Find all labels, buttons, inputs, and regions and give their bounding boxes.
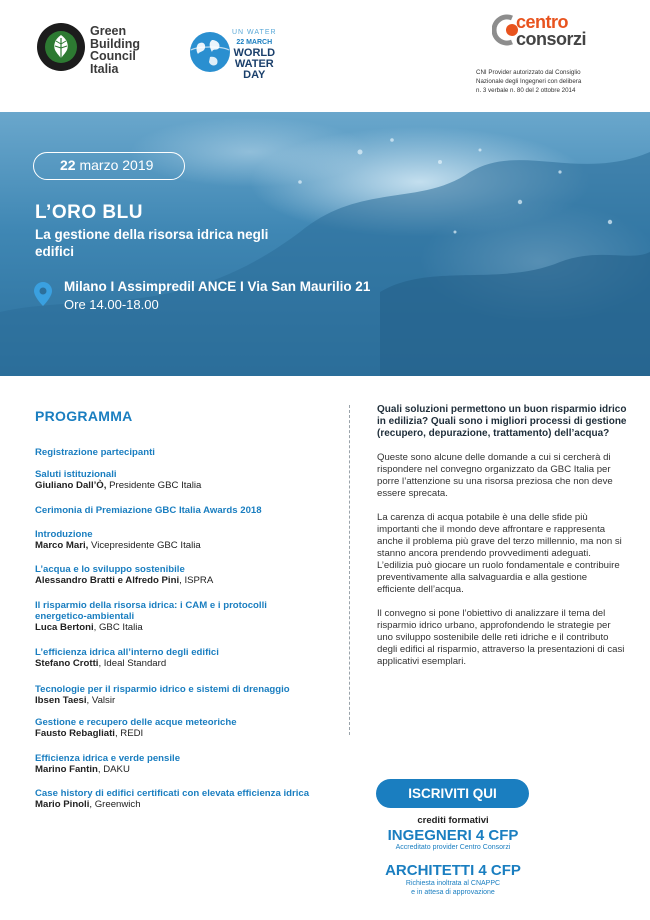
wwd-line1: WORLD (233, 47, 276, 59)
event-subtitle: La gestione della risorsa idrica negli edifici (35, 227, 269, 259)
wwd-date: 22 MARCH (236, 39, 273, 46)
register-button[interactable]: ISCRIVITI QUI (376, 779, 529, 808)
intro-paragraph-2: La carenza di acqua potabile è una delle sfide più importanti che il mondo deve affrontare e rappresenta anche il problema più grave del terzo millennio, ma non si stanno ancora prendendo provvedimenti adeguati. L’edilizia può giocare un ruolo fondamentale e contribuire preventivamente alla salvaguardia e alla gestione efficiente dell’acqua. (377, 512, 622, 595)
list-item (35, 529, 345, 551)
program-speaker (35, 540, 345, 551)
list-item (35, 717, 345, 739)
program-speaker (35, 658, 345, 669)
program-speaker (35, 764, 345, 775)
speaker-name: Stefano Crotti (35, 658, 99, 669)
speaker-role: , Valsir (86, 695, 116, 706)
list-item (35, 469, 345, 491)
program-topic: L’efficienza idrica all’interno degli edifici (35, 647, 219, 658)
program-topic: L’acqua e lo sviluppo sostenibile (35, 564, 185, 575)
column-divider (349, 405, 350, 735)
speaker-role: , Ideal Standard (98, 658, 167, 669)
program-topic: Introduzione (35, 529, 93, 540)
wwd-line2: WATER (234, 58, 274, 70)
gbc-line2: Building (90, 36, 140, 51)
ingegneri-note: Accreditato provider Centro Consorzi (395, 844, 511, 851)
cni-provider-note (476, 68, 646, 95)
program-topic: Registrazione partecipanti (35, 447, 155, 458)
architetti-note-1: Richiesta inoltrata al CNAPPC (405, 880, 501, 887)
wwd-line3: DAY (243, 69, 266, 81)
cc-line1: centro (516, 12, 569, 32)
gbc-line3: Council (90, 49, 136, 63)
event-title: L’ORO BLU (35, 202, 143, 223)
speaker-role: , Greenwich (89, 799, 141, 810)
world-water-day-text (232, 28, 277, 81)
centro-consorzi-name (516, 14, 586, 48)
intro-question: Quali soluzioni permettono un buon risparmio idrico in edilizia? Quali sono i migliori processi di gestione (recupero, depurazione, trattamento) dell’acqua? (377, 404, 627, 439)
speaker-name: Marino Fantin (35, 764, 98, 775)
intro-paragraph-1: Queste sono alcune delle domande a cui si cercherà di rispondere nel convegno organizzato da GBC Italia per porre l’attenzione su una risorsa preziosa che non deve essere sprecata. (377, 452, 613, 499)
program-topic: Il risparmio della risorsa idrica: i CAM e i protocolli (35, 600, 267, 611)
event-location: Milano I Assimpredil ANCE I Via San Maurilio 21 (64, 279, 371, 294)
gbc-line4: Italia (90, 61, 119, 76)
ingegneri-credits: INGEGNERI 4 CFP (387, 827, 519, 844)
speaker-name: Alessandro Bratti e Alfredo Pini (35, 575, 180, 586)
event-time: Ore 14.00-18.00 (64, 297, 159, 312)
event-date-day: 22 (60, 157, 76, 173)
program-topic: Efficienza idrica e verde pensile (35, 753, 181, 764)
speaker-name: Luca Bertoni (35, 622, 94, 633)
speaker-role: Presidente GBC Italia (106, 480, 202, 491)
intro-paragraph-3: Il convegno si pone l’obiettivo di analizzare il tema del risparmio idrico urbano, approfondendo le strategie per uno sviluppo sostenibile delle reti idriche e il contributo degli edifici al risparmio, attraverso la presentazioni di casi applicativi esemplari. (377, 608, 625, 667)
speaker-role: , GBC Italia (93, 622, 143, 633)
speaker-role: , REDI (114, 728, 144, 739)
speaker-name: Mario Pinoli (35, 799, 90, 810)
gbc-line1: Green (90, 24, 127, 38)
cc-line2: consorzi (516, 29, 587, 49)
program-topic: Case history di edifici certificati con elevata efficienza idrica (35, 788, 310, 799)
program-topic: Cerimonia di Premiazione GBC Italia Awards 2018 (35, 505, 262, 516)
world-water-day-globe-icon (188, 30, 232, 74)
speaker-role: , DAKU (97, 764, 130, 775)
intro-column (377, 404, 627, 668)
list-item (35, 600, 345, 633)
gbc-name (90, 25, 140, 75)
architetti-credits: ARCHITETTI 4 CFP (385, 862, 521, 879)
event-date-month-year: marzo 2019 (75, 157, 154, 173)
hero-banner (0, 112, 650, 376)
cc-note-line1: CNI Provider autorizzato dal Consiglio (476, 69, 581, 76)
speaker-name: Ibsen Taesi (35, 695, 87, 706)
program-topic-cont: energetico-ambientali (35, 611, 135, 622)
header (0, 0, 650, 112)
location-pin-icon (34, 282, 52, 306)
gbc-leaf-logo-icon (36, 22, 86, 72)
credits-label: crediti formativi (417, 815, 489, 826)
program-speaker (35, 480, 345, 491)
cc-note-line2: Nazionale degli Ingegneri con delibera (476, 78, 582, 85)
list-item (35, 788, 345, 810)
speaker-name: Giuliano Dall’Ò, (35, 480, 107, 491)
program-speaker (35, 575, 345, 586)
cc-note-line3: n. 3 verbale n. 80 del 2 ottobre 2014 (476, 87, 576, 94)
list-item (35, 505, 345, 516)
architetti-note-2: e in attesa di approvazione (411, 889, 495, 896)
list-item (35, 753, 345, 775)
program-speaker (35, 695, 345, 706)
speaker-role: , ISPRA (179, 575, 214, 586)
program-speaker (35, 622, 345, 633)
program-speaker (35, 728, 345, 739)
program-topic: Saluti istituzionali (35, 469, 117, 480)
speaker-name: Fausto Rebagliati (35, 728, 115, 739)
list-item (35, 447, 345, 458)
program-speaker (35, 799, 345, 810)
list-item (35, 564, 345, 586)
un-water-label: UN WATER (232, 29, 277, 36)
programma-heading: PROGRAMMA (35, 408, 133, 424)
program-topic: Tecnologie per il risparmio idrico e sistemi di drenaggio (35, 684, 290, 695)
speaker-name: Marco Mari, (35, 540, 89, 551)
speaker-role: Vicepresidente GBC Italia (88, 540, 201, 551)
list-item (35, 647, 345, 669)
list-item (35, 684, 345, 706)
program-topic: Gestione e recupero delle acque meteoriche (35, 717, 237, 728)
event-date-pill (33, 152, 185, 180)
